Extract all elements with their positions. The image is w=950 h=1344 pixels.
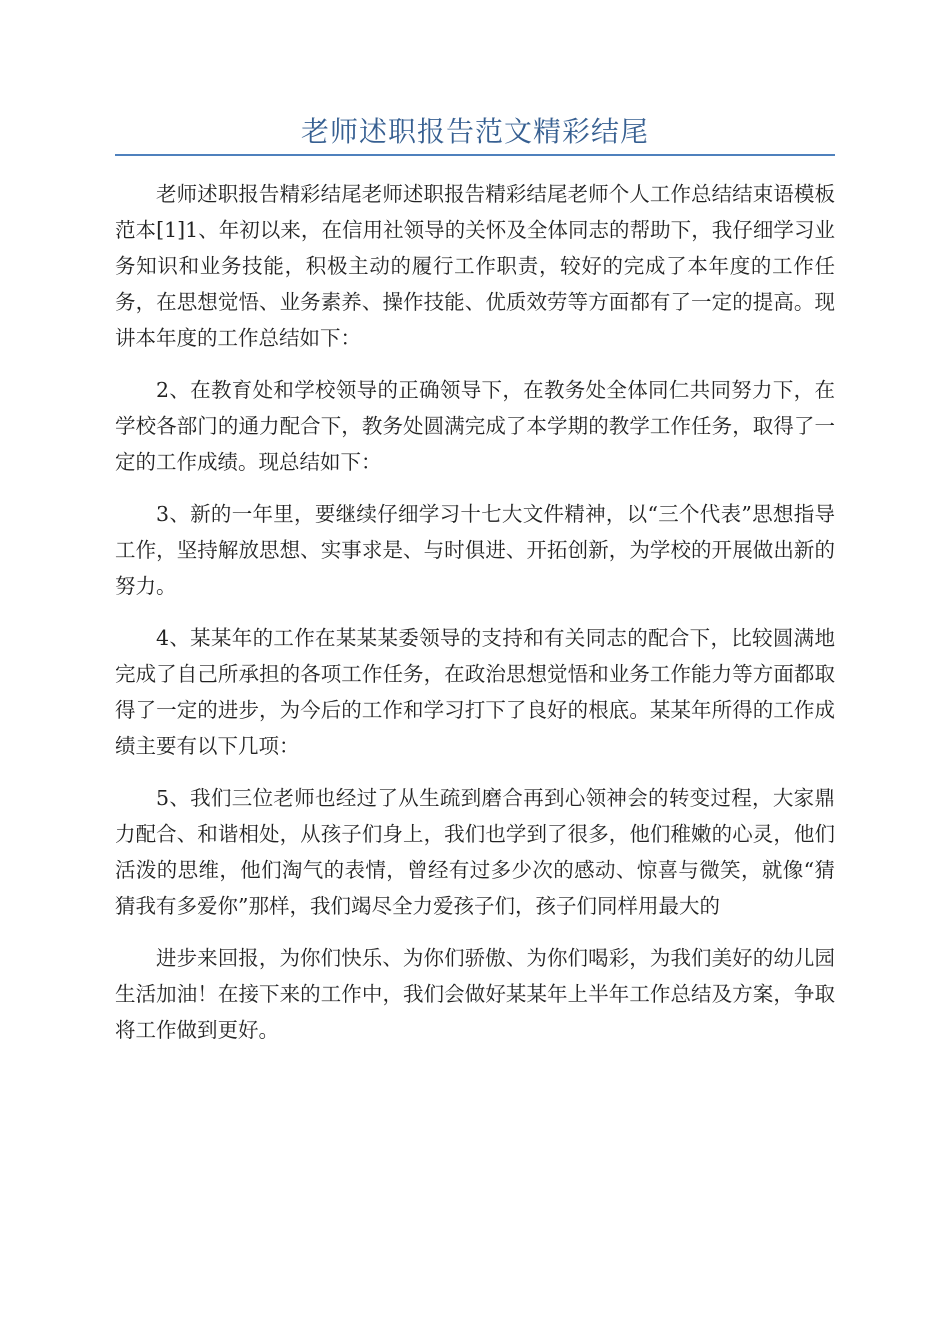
page-title: 老师述职报告范文精彩结尾 [300,115,649,148]
paragraph-3: 3、新的一年里，要继续仔细学习十七大文件精神，以“三个代表”思想指导工作，坚持解放思想、实事求是、与时俱进、开拓创新，为学校的开展做出新的努力。 [115,502,835,598]
document-body [115,176,835,1064]
paragraph-1: 老师述职报告精彩结尾老师述职报告精彩结尾老师个人工作总结结束语模板范本[1]1、年初以来，在信用社领导的关怀及全体同志的帮助下，我仔细学习业务知识和业务技能，积极主动的履行工作职责，较好的完成了本年度的工作任务，在思想觉悟、业务素养、操作技能、优质效劳等方面都有了一定的提高。现讲本年度的工作总结如下： [115,182,835,350]
paragraph-4: 4、某某年的工作在某某某委领导的支持和有关同志的配合下，比较圆满地完成了自己所承担的各项工作任务，在政治思想觉悟和业务工作能力等方面都取得了一定的进步，为今后的工作和学习打下了良好的根底。某某年所得的工作成绩主要有以下几项： [115,626,835,758]
paragraph-6: 进步来回报，为你们快乐、为你们骄傲、为你们喝彩，为我们美好的幼儿园生活加油！在接下来的工作中，我们会做好某某年上半年工作总结及方案，争取将工作做到更好。 [115,946,835,1042]
title-block [115,112,835,156]
paragraph-2: 2、在教育处和学校领导的正确领导下，在教务处全体同仁共同努力下，在学校各部门的通力配合下，教务处圆满完成了本学期的教学工作任务，取得了一定的工作成绩。现总结如下： [115,378,835,474]
paragraph-5: 5、我们三位老师也经过了从生疏到磨合再到心领神会的转变过程，大家鼎力配合、和谐相处，从孩子们身上，我们也学到了很多，他们稚嫩的心灵，他们活泼的思维，他们淘气的表情，曾经有过多少次的感动、惊喜与微笑，就像“猜猜我有多爱你”那样，我们竭尽全力爱孩子们，孩子们同样用最大的 [115,786,835,918]
